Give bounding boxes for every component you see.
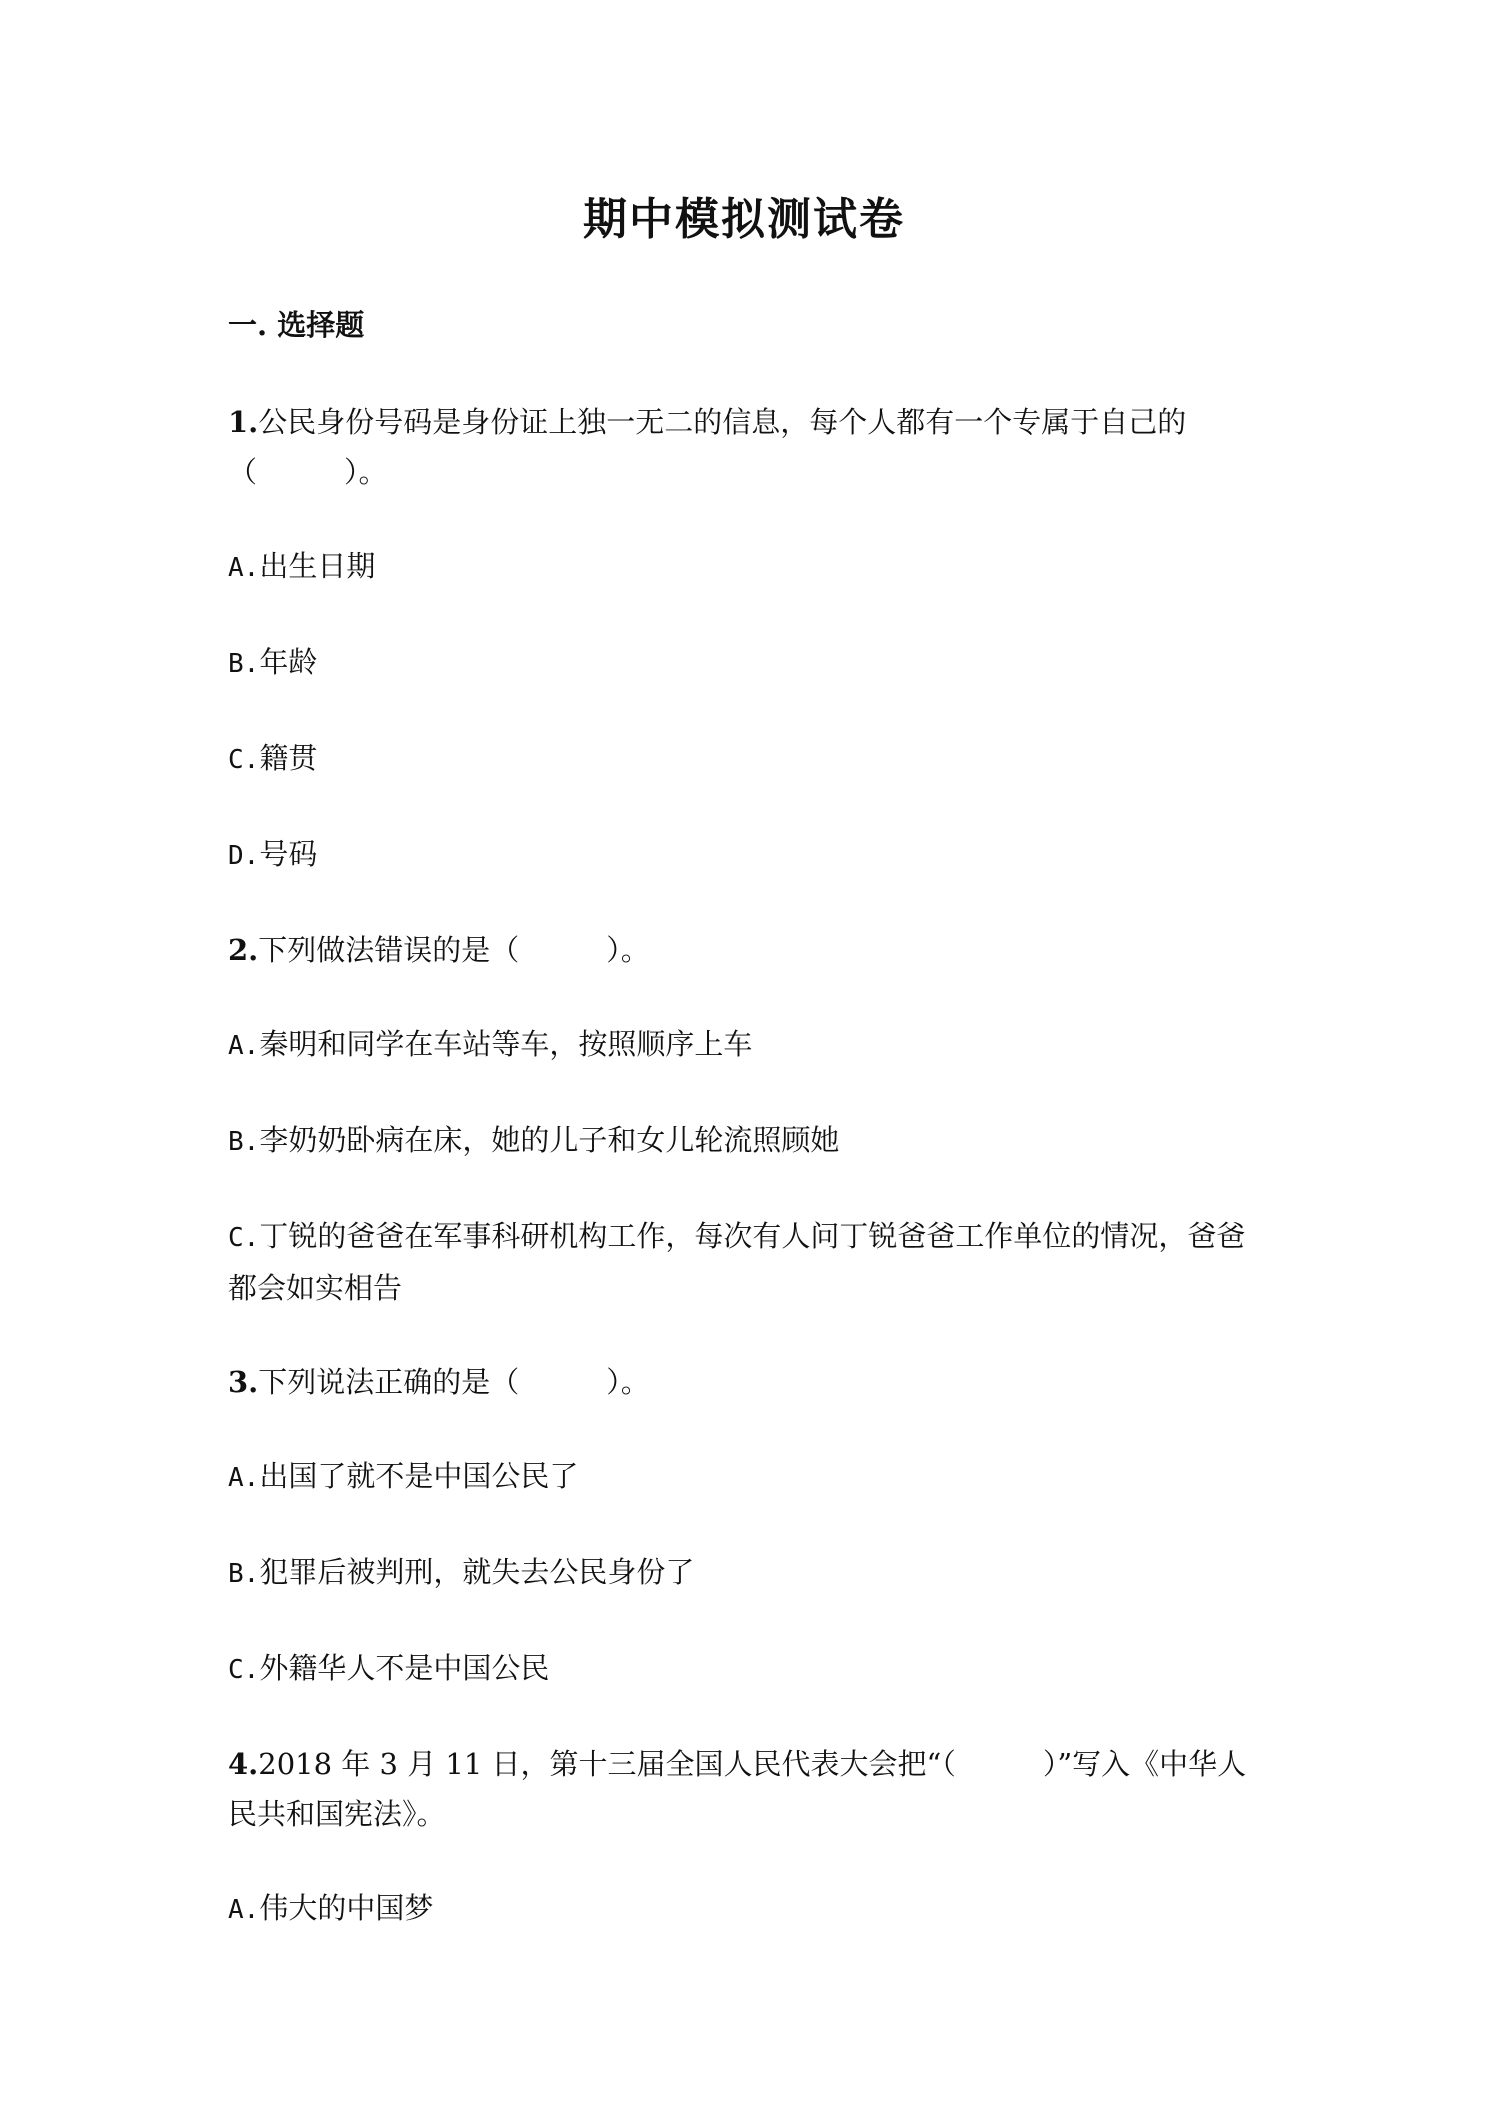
option-letter: A. — [228, 553, 260, 583]
question-number: 2. — [228, 933, 259, 967]
option-letter: B. — [228, 649, 260, 679]
option-text: 外籍华人不是中国公民 — [259, 1651, 550, 1685]
q2-option-c — [228, 1211, 1268, 1313]
option-text: 犯罪后被判刑，就失去公民身份了 — [259, 1555, 695, 1589]
q3-option-b — [228, 1547, 1268, 1599]
exam-content — [228, 303, 1268, 1979]
option-text: 伟大的中国梦 — [259, 1891, 434, 1925]
question-number: 3. — [228, 1365, 259, 1399]
q3-option-c — [228, 1643, 1268, 1695]
q2-option-b — [228, 1115, 1268, 1167]
question-text: 下列做法错误的是（ ）。 — [258, 933, 650, 967]
question-2 — [228, 925, 1268, 975]
option-letter: B. — [228, 1127, 260, 1157]
page-title: 期中模拟测试卷 — [583, 194, 905, 245]
option-letter: C. — [228, 1223, 260, 1253]
q1-option-a — [228, 541, 1268, 593]
question-text: 2018 年 3 月 11 日，第十三届全国人民代表大会把“（ ）”写入《中华人民共和国宪法》。 — [228, 1747, 1247, 1831]
option-text: 丁锐的爸爸在军事科研机构工作，每次有人问丁锐爸爸工作单位的情况，爸爸都会如实相告 — [228, 1219, 1246, 1305]
q1-option-b — [228, 637, 1268, 689]
option-letter: A. — [228, 1895, 260, 1925]
option-text: 号码 — [259, 837, 318, 871]
option-text: 籍贯 — [259, 741, 318, 775]
question-number: 4. — [228, 1747, 259, 1781]
option-letter: C. — [228, 1655, 260, 1685]
section-heading: 一. 选择题 — [228, 308, 365, 342]
question-text: 公民身份号码是身份证上独一无二的信息，每个人都有一个专属于自己的（ ）。 — [228, 405, 1187, 489]
option-letter: A. — [228, 1463, 260, 1493]
q1-option-d — [228, 829, 1268, 881]
option-text: 年龄 — [259, 645, 318, 679]
q4-option-a — [228, 1883, 1268, 1935]
question-4 — [228, 1739, 1268, 1839]
q3-option-a — [228, 1451, 1268, 1503]
q1-option-c — [228, 733, 1268, 785]
option-letter: C. — [228, 745, 260, 775]
question-1 — [228, 397, 1268, 497]
option-letter: A. — [228, 1031, 260, 1061]
option-text: 出国了就不是中国公民了 — [259, 1459, 579, 1493]
question-3 — [228, 1357, 1268, 1407]
question-text: 下列说法正确的是（ ）。 — [258, 1365, 650, 1399]
option-text: 李奶奶卧病在床，她的儿子和女儿轮流照顾她 — [259, 1123, 840, 1157]
option-letter: D. — [228, 841, 260, 871]
option-letter: B. — [228, 1559, 260, 1589]
question-number: 1. — [228, 405, 259, 439]
option-text: 出生日期 — [259, 549, 376, 583]
q2-option-a — [228, 1019, 1268, 1071]
option-text: 秦明和同学在车站等车，按照顺序上车 — [259, 1027, 753, 1061]
